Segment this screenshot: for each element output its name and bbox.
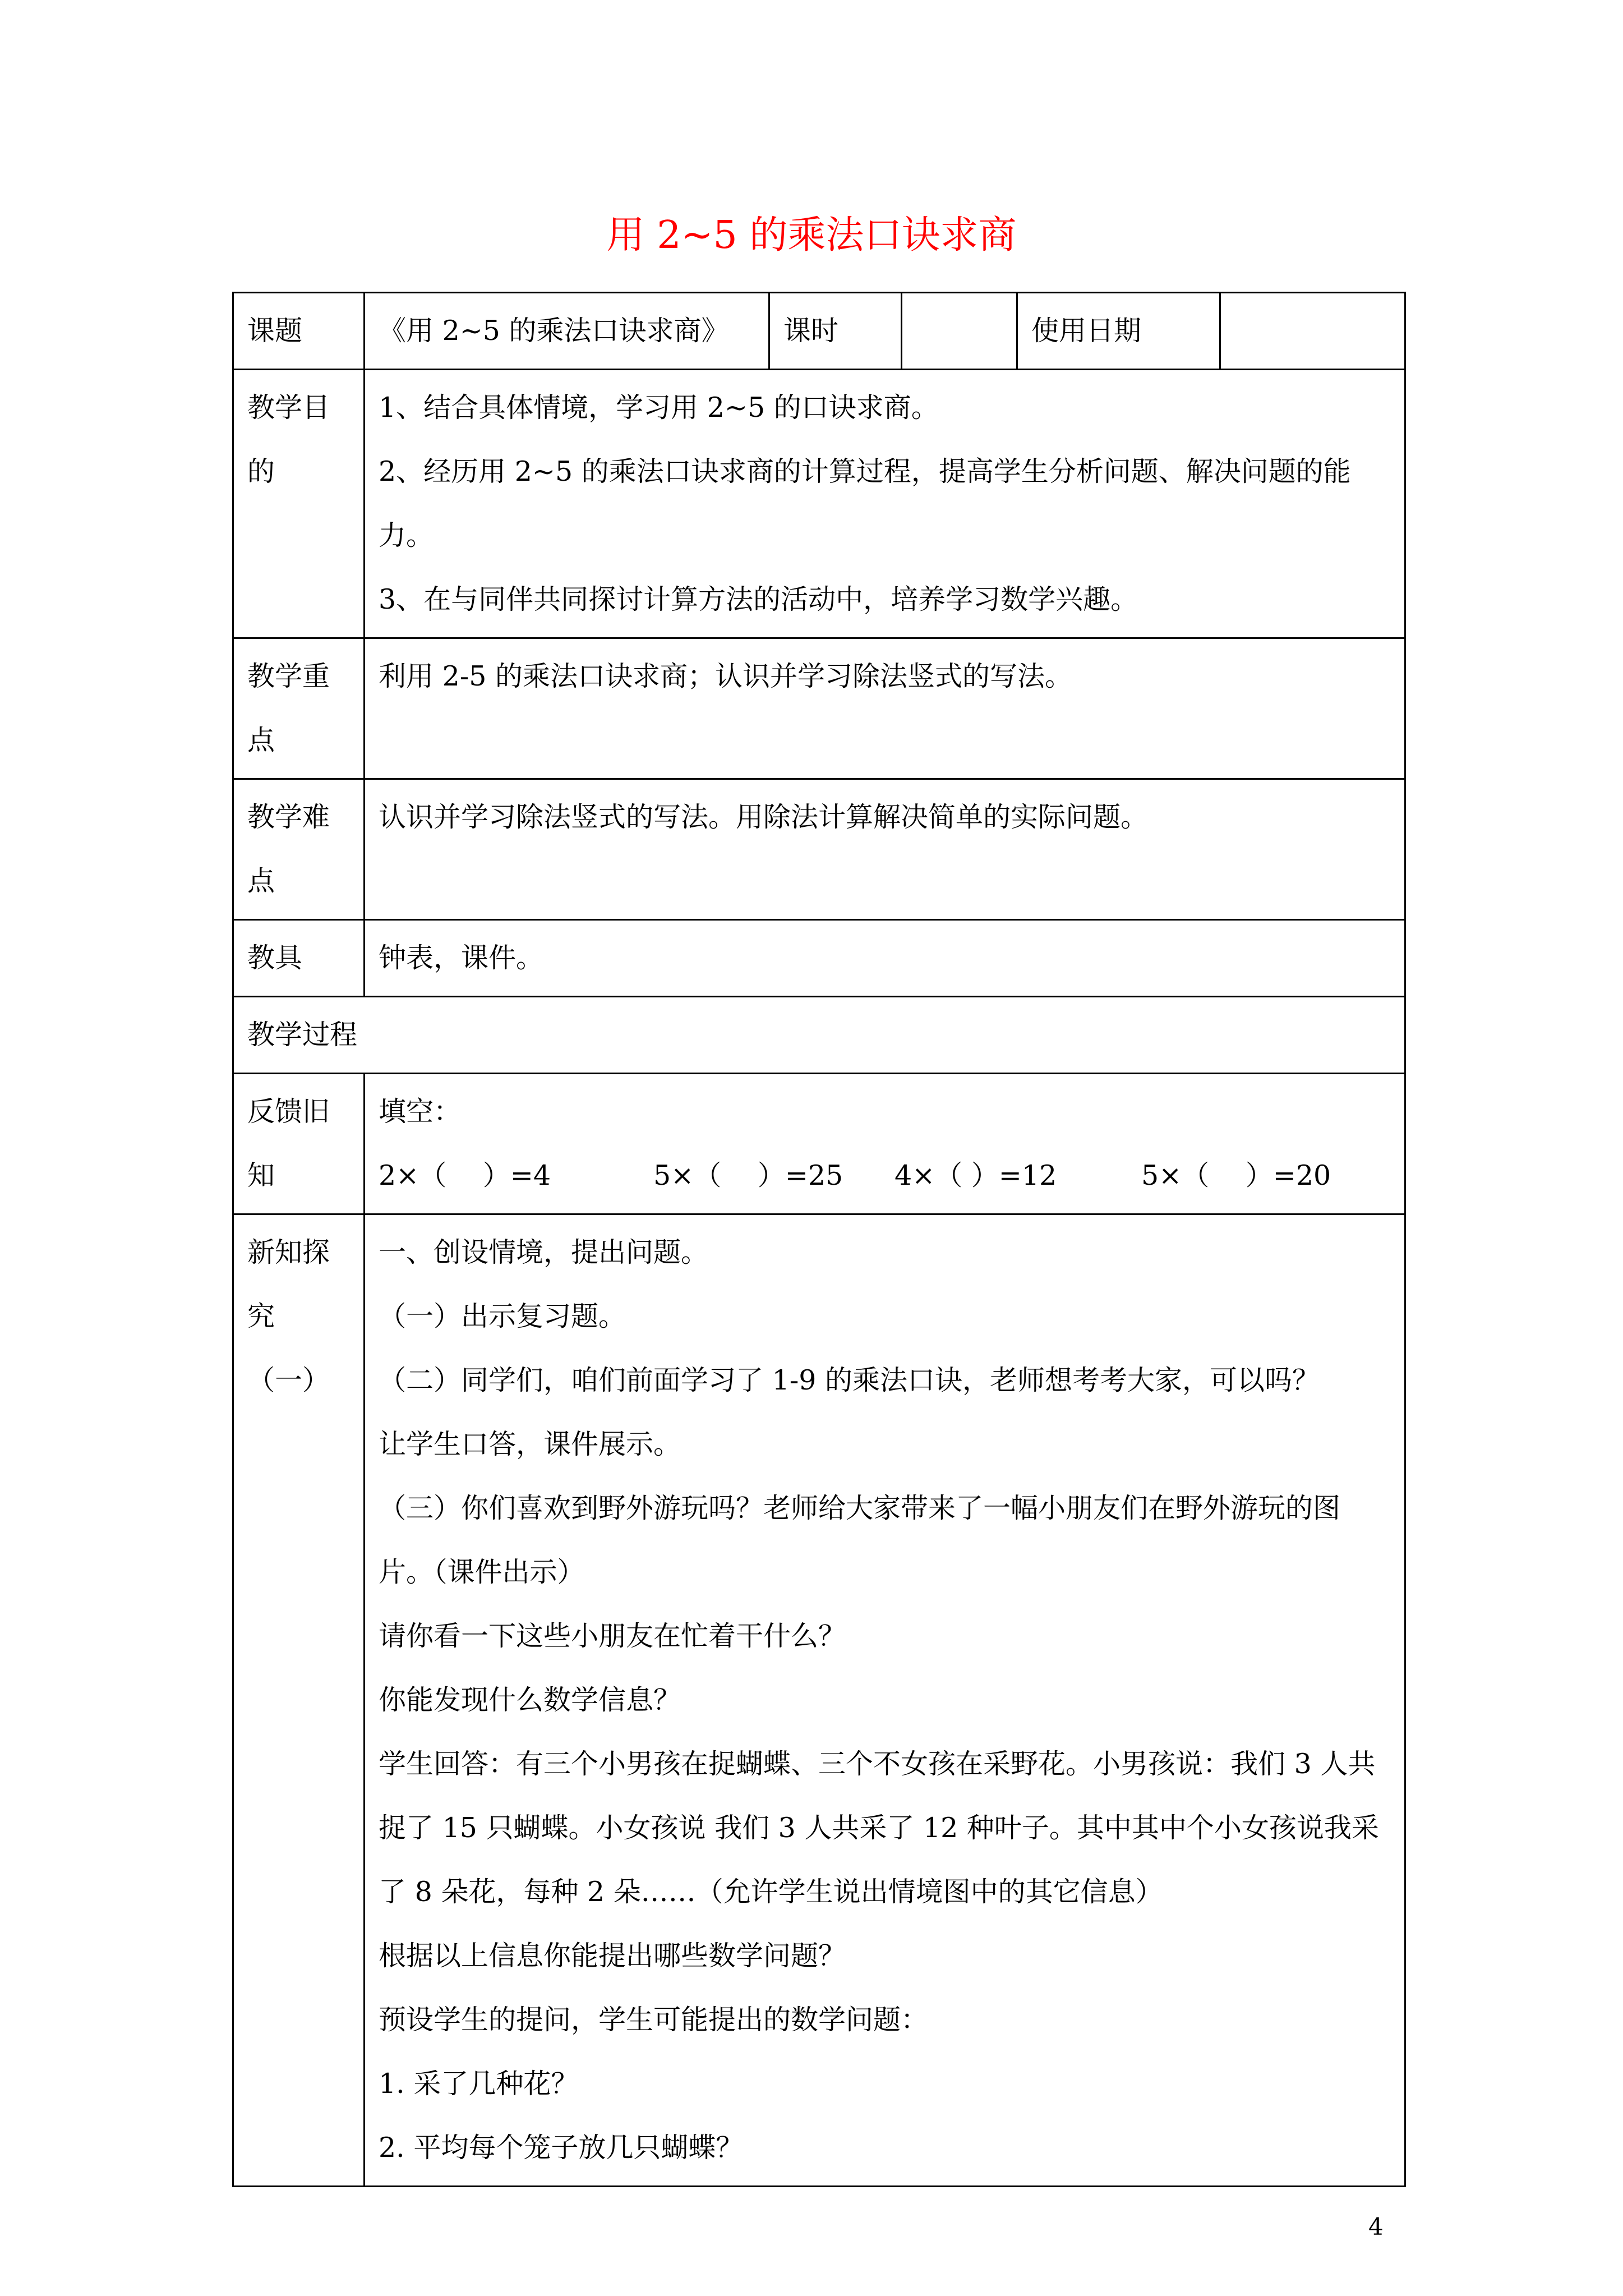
explore-line: 2. 平均每个笼子放几只蝴蝶？ (379, 2132, 744, 2164)
difficulties-label: 教学难点 (233, 779, 365, 920)
tools-label: 教具 (233, 920, 365, 997)
topic-value: 《用 2~5 的乘法口诀求商》 (365, 293, 769, 370)
goal-item: 3、在与同伴共同探讨计算方法的活动中，培养学习数学兴趣。 (379, 583, 1138, 615)
period-label: 课时 (769, 293, 902, 370)
explore-line: 预设学生的提问，学生可能提出的数学问题： (379, 2004, 929, 2036)
key-points-label: 教学重点 (233, 638, 365, 779)
key-points-row (233, 638, 1405, 779)
process-label: 教学过程 (233, 997, 1405, 1074)
lesson-plan-table (232, 292, 1406, 2187)
explore-label-cell (233, 1214, 365, 2187)
review-intro: 填空： (379, 1096, 462, 1128)
key-points-text: 利用 2-5 的乘法口诀求商；认识并学习除法竖式的写法。 (365, 638, 1405, 779)
exercise-item: 2×（ ）=4 (379, 1159, 551, 1191)
explore-line: 根据以上信息你能提出哪些数学问题？ (379, 1940, 846, 1972)
goal-item: 1、结合具体情境，学习用 2~5 的口诀求商。 (379, 392, 939, 424)
explore-line: 一、创设情境，提出问题。 (379, 1236, 709, 1268)
explore-row (233, 1214, 1405, 2187)
explore-line: （一）出示复习题。 (379, 1300, 626, 1332)
explore-sub-label: （一） (247, 1364, 330, 1396)
goals-row (233, 370, 1405, 638)
review-content (365, 1074, 1405, 1214)
document-title: 用 2~5 的乘法口诀求商 (606, 213, 1017, 257)
explore-content (365, 1214, 1405, 2187)
explore-line: 请你看一下这些小朋友在忙着干什么？ (379, 1620, 846, 1652)
difficulties-row (233, 779, 1405, 920)
explore-line: （二）同学们，咱们前面学习了 1-9 的乘法口诀，老师想考考大家，可以吗？ (379, 1364, 1320, 1396)
exercise-item: 4×（ ）=12 (895, 1159, 1057, 1191)
review-exercises (379, 1144, 1391, 1208)
review-label: 反馈旧知 (233, 1074, 365, 1214)
topic-label: 课题 (233, 293, 365, 370)
explore-line: 学生回答：有三个小男孩在捉蝴蝶、三个不女孩在采野花。小男孩说：我们 3 人共捉了 15 只蝴蝶。小女孩说 我们 3 人共采了 12 种叶子。其中其中个小女孩说我采了 8 朵花，每种 2 朵……（允许学生说出情境图中的其它信息） (379, 1748, 1379, 1908)
date-label: 使用日期 (1017, 293, 1220, 370)
tools-text: 钟表，课件。 (365, 920, 1405, 997)
period-value (902, 293, 1017, 370)
tools-row (233, 920, 1405, 997)
goals-label: 教学目的 (233, 370, 365, 638)
goals-content (365, 370, 1405, 638)
page-number: 4 (1368, 2213, 1384, 2240)
header-row (233, 293, 1405, 370)
explore-line: （三）你们喜欢到野外游玩吗？老师给大家带来了一幅小朋友们在野外游玩的图片。（课件出示） (379, 1492, 1341, 1588)
explore-line: 你能发现什么数学信息？ (379, 1684, 681, 1716)
explore-line: 让学生口答，课件展示。 (379, 1428, 681, 1460)
difficulties-text: 认识并学习除法竖式的写法。用除法计算解决简单的实际问题。 (365, 779, 1405, 920)
exercise-item: 5×（ ）=25 (653, 1159, 843, 1191)
exercise-item: 5×（ ）=20 (1141, 1159, 1331, 1191)
explore-label: 新知探究 (247, 1236, 330, 1332)
goal-item: 2、经历用 2~5 的乘法口诀求商的计算过程，提高学生分析问题、解决问题的能力。 (379, 455, 1351, 551)
explore-line: 1. 采了几种花？ (379, 2068, 579, 2100)
date-value (1220, 293, 1405, 370)
process-row (233, 997, 1405, 1074)
review-row (233, 1074, 1405, 1214)
